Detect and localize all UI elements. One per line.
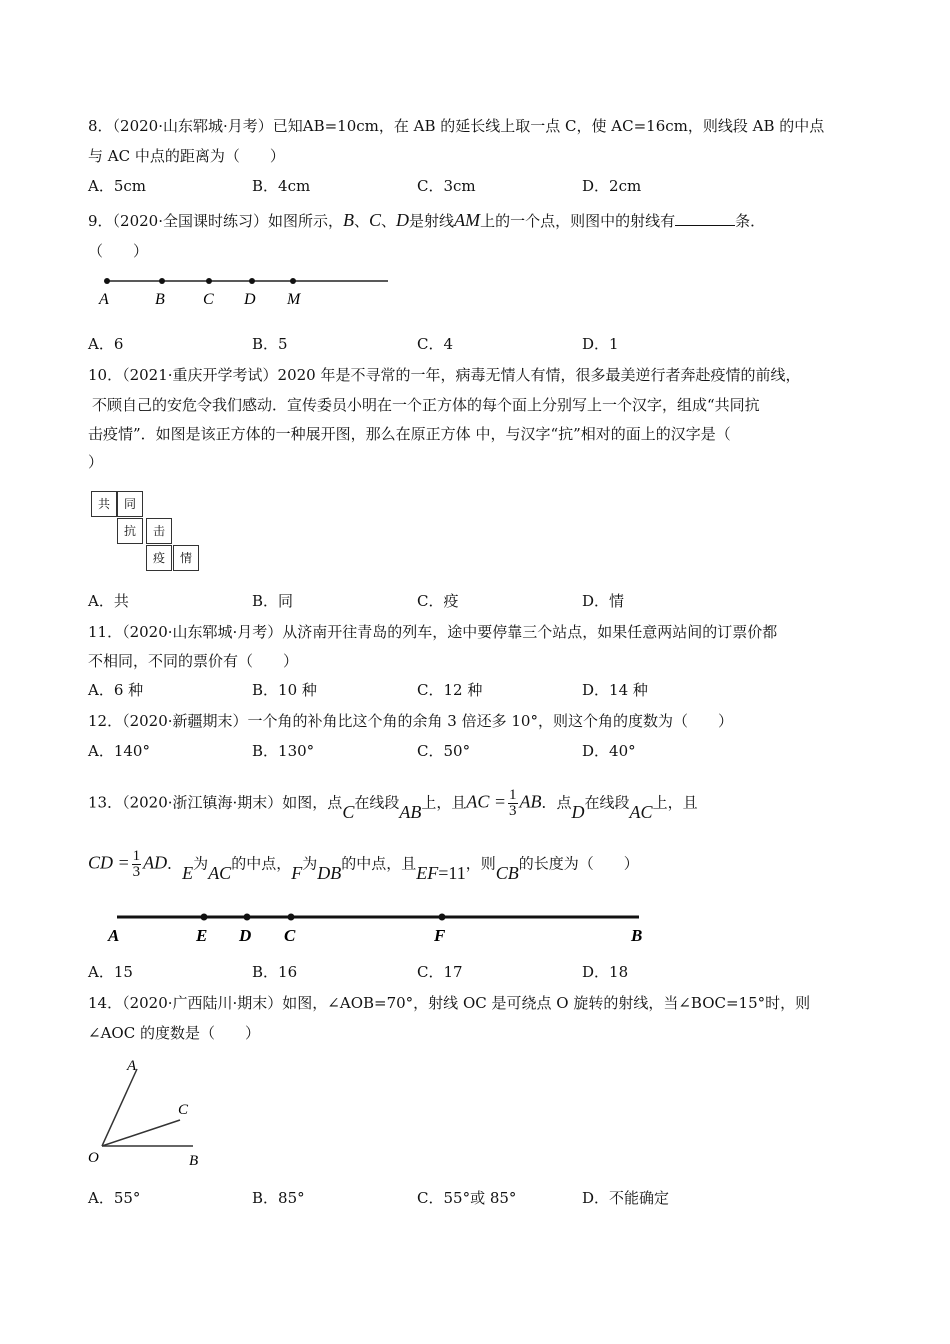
q13-line2 bbox=[88, 848, 639, 883]
q13-point-c: C bbox=[342, 801, 355, 822]
q13-label-f: F bbox=[434, 926, 446, 945]
q10-option-c: C．疫 bbox=[417, 592, 459, 610]
q14-label-a: A bbox=[127, 1058, 137, 1074]
q10-option-a: A．共 bbox=[88, 592, 129, 610]
q13-t12: ，则 bbox=[465, 854, 496, 873]
q9-dot-d bbox=[249, 278, 255, 284]
q10-line4: ） bbox=[88, 453, 104, 471]
q12-option-b: B．130° bbox=[252, 742, 315, 760]
q12-option-a: A．140° bbox=[88, 742, 150, 760]
q13-cd-eq: CD = bbox=[88, 852, 130, 873]
q11-option-a: A．6 种 bbox=[88, 681, 144, 699]
net-cell-ji: 击 bbox=[146, 518, 172, 544]
q11-option-b: B．10 种 bbox=[252, 681, 317, 699]
q9-point-b: B bbox=[343, 210, 354, 230]
q13-dot-f bbox=[439, 914, 446, 921]
q9-dot-m bbox=[290, 278, 296, 284]
q10-line1: 10．（2021·重庆开学考试）2020 年是不寻常的一年，病毒无情人有情，很多最美逆行者奔赴疫情的前线， bbox=[88, 366, 801, 384]
net-cell-qing: 情 bbox=[173, 545, 199, 571]
q8-option-b: B．4cm bbox=[252, 177, 311, 195]
q13-line1 bbox=[88, 787, 698, 822]
q13-t8: 为 bbox=[193, 854, 209, 873]
q14-ray-oc bbox=[102, 1120, 180, 1146]
q9-line1 bbox=[88, 210, 765, 231]
q13-t2: 在线段 bbox=[354, 793, 400, 812]
q14-line2: ∠AOC 的度数是（ ） bbox=[88, 1024, 260, 1042]
q8-option-d: D．2cm bbox=[582, 177, 642, 195]
q9-label-c: C bbox=[203, 291, 214, 308]
q13-point-e: E bbox=[182, 862, 194, 883]
q9-option-d: D．1 bbox=[582, 335, 619, 353]
q13-ac-eq: AC = bbox=[466, 791, 507, 812]
q14-option-a: A．55° bbox=[88, 1189, 141, 1207]
q9-ray-am: AM bbox=[454, 210, 481, 230]
q11-option-c: C．12 种 bbox=[417, 681, 483, 699]
q13-t11: 的中点，且 bbox=[341, 854, 417, 873]
q9-prefix: 9．（2020·全国课时练习）如图所示， bbox=[88, 212, 343, 230]
q13-label-e: E bbox=[196, 926, 208, 945]
q13-eq11: =11 bbox=[438, 862, 466, 883]
q9-option-c: C．4 bbox=[417, 335, 454, 353]
q13-ef: EF bbox=[416, 862, 439, 883]
q12-option-c: C．50° bbox=[417, 742, 471, 760]
q9-label-b: B bbox=[155, 291, 165, 308]
q14-label-b: B bbox=[189, 1153, 199, 1169]
q13-seg-db: DB bbox=[317, 862, 342, 883]
q9-middle: 是射线 bbox=[409, 212, 455, 230]
q13-t13: 的长度为（ ） bbox=[518, 854, 639, 873]
q13-point-d: D bbox=[571, 801, 585, 822]
q13-frac-2-num: 1 bbox=[132, 848, 141, 864]
q14-option-c: C．55°或 85° bbox=[417, 1189, 517, 1207]
q9-label-d: D bbox=[244, 291, 256, 308]
q13-dot-d bbox=[244, 914, 251, 921]
q13-frac-1 bbox=[508, 788, 518, 819]
q11-line2: 不相同，不同的票价有（ ） bbox=[88, 652, 299, 670]
q8-option-c: C．3cm bbox=[417, 177, 476, 195]
q10-line3: 击疫情”．如图是该正方体的一种展开图，那么在原正方体 中，与汉字“抗”相对的面上的汉字是（ bbox=[88, 425, 731, 443]
q13-option-b: B．16 bbox=[252, 963, 298, 981]
q13-frac-2 bbox=[132, 849, 142, 880]
q13-option-c: C．17 bbox=[417, 963, 463, 981]
q13-t5: 在线段 bbox=[584, 793, 630, 812]
q13-point-f: F bbox=[291, 862, 303, 883]
q14-label-c: C bbox=[178, 1102, 189, 1118]
q11-option-d: D．14 种 bbox=[582, 681, 648, 699]
q13-t6: 上，且 bbox=[652, 793, 698, 812]
q13-frac-1-den: 3 bbox=[509, 803, 517, 819]
q13-t9: 的中点， bbox=[231, 854, 292, 873]
q13-segment-figure bbox=[105, 905, 645, 945]
q13-t3: 上，且 bbox=[421, 793, 467, 812]
q13-seg-ab: AB bbox=[399, 801, 422, 822]
q9-sep2: 、 bbox=[381, 212, 397, 230]
q13-option-a: A．15 bbox=[88, 963, 133, 981]
q13-seg-ac: AC bbox=[629, 801, 653, 822]
q14-line1: 14．（2020·广西陆川·期末）如图，∠AOB=70°，射线 OC 是可绕点 O 旋转的射线，当∠BOC=15°时，则 bbox=[88, 994, 811, 1012]
q9-point-d: D bbox=[396, 210, 410, 230]
q13-label-d: D bbox=[239, 926, 252, 945]
net-cell-tong: 同 bbox=[117, 491, 143, 517]
q14-ray-oa bbox=[102, 1069, 137, 1146]
q8-option-a: A．5cm bbox=[88, 177, 147, 195]
q10-option-d: D．情 bbox=[582, 592, 625, 610]
q13-seg-ac2: AC bbox=[208, 862, 232, 883]
q13-option-d: D．18 bbox=[582, 963, 629, 981]
q13-frac-2-den: 3 bbox=[132, 864, 141, 880]
q9-point-c: C bbox=[369, 210, 382, 230]
q12-option-d: D．40° bbox=[582, 742, 636, 760]
q13-t1: 13．（2020·浙江镇海·期末）如图，点 bbox=[88, 793, 343, 812]
q8-line1: 8．（2020·山东郓城·月考）已知AB=10cm，在 AB 的延长线上取一点 C，使 AC=16cm，则线段 AB 的中点 bbox=[88, 117, 825, 135]
q9-dot-a bbox=[104, 278, 110, 284]
q13-frac-1-num: 1 bbox=[509, 787, 517, 803]
q9-sep1: 、 bbox=[354, 212, 370, 230]
q12-line1: 12．（2020·新疆期末）一个角的补角比这个角的余角 3 倍还多 10°，则这个角的度数为（ ） bbox=[88, 712, 733, 730]
q13-label-a: A bbox=[108, 926, 120, 945]
q13-label-c: C bbox=[284, 926, 296, 945]
q13-dot-e bbox=[201, 914, 208, 921]
q9-ray-figure bbox=[95, 270, 395, 310]
q13-label-b: B bbox=[631, 926, 643, 945]
q9-label-a: A bbox=[99, 291, 109, 308]
q14-option-d: D．不能确定 bbox=[582, 1189, 670, 1207]
q8-line2: 与 AC 中点的距离为（ ） bbox=[88, 147, 285, 165]
q9-option-a: A．6 bbox=[88, 335, 124, 353]
q13-dot-c bbox=[288, 914, 295, 921]
net-cell-gong: 共 bbox=[91, 491, 117, 517]
q14-label-o: O bbox=[88, 1150, 99, 1166]
q13-seg-cb: CB bbox=[495, 862, 519, 883]
net-cell-kang: 抗 bbox=[117, 518, 143, 544]
q10-option-b: B．同 bbox=[252, 592, 294, 610]
q10-line2: 不顾自己的安危令我们感动．宣传委员小明在一个正方体的每个面上分别写上一个汉字，组成“共同抗 bbox=[92, 396, 760, 414]
q13-ad: AD bbox=[143, 852, 168, 873]
q11-line1: 11．（2020·山东郓城·月考）从济南开往青岛的列车，途中要停靠三个站点，如果任意两站间的订票价都 bbox=[88, 623, 778, 641]
q9-answer-blank bbox=[675, 211, 735, 226]
q9-end: 条． bbox=[735, 212, 766, 230]
q14-option-b: B．85° bbox=[252, 1189, 305, 1207]
q13-t4: ．点 bbox=[541, 793, 572, 812]
q9-suffix: 上的一个点，则图中的射线有 bbox=[480, 212, 676, 230]
q9-dot-b bbox=[159, 278, 165, 284]
q13-t7: ． bbox=[167, 854, 183, 873]
q9-option-b: B．5 bbox=[252, 335, 288, 353]
q9-line2: （ ） bbox=[88, 242, 149, 260]
q9-dot-c bbox=[206, 278, 212, 284]
net-cell-yi: 疫 bbox=[146, 545, 172, 571]
q9-label-m: M bbox=[287, 291, 301, 308]
q13-t10: 为 bbox=[302, 854, 318, 873]
q14-angle-figure bbox=[85, 1055, 215, 1175]
q13-ab2: AB bbox=[519, 791, 542, 812]
